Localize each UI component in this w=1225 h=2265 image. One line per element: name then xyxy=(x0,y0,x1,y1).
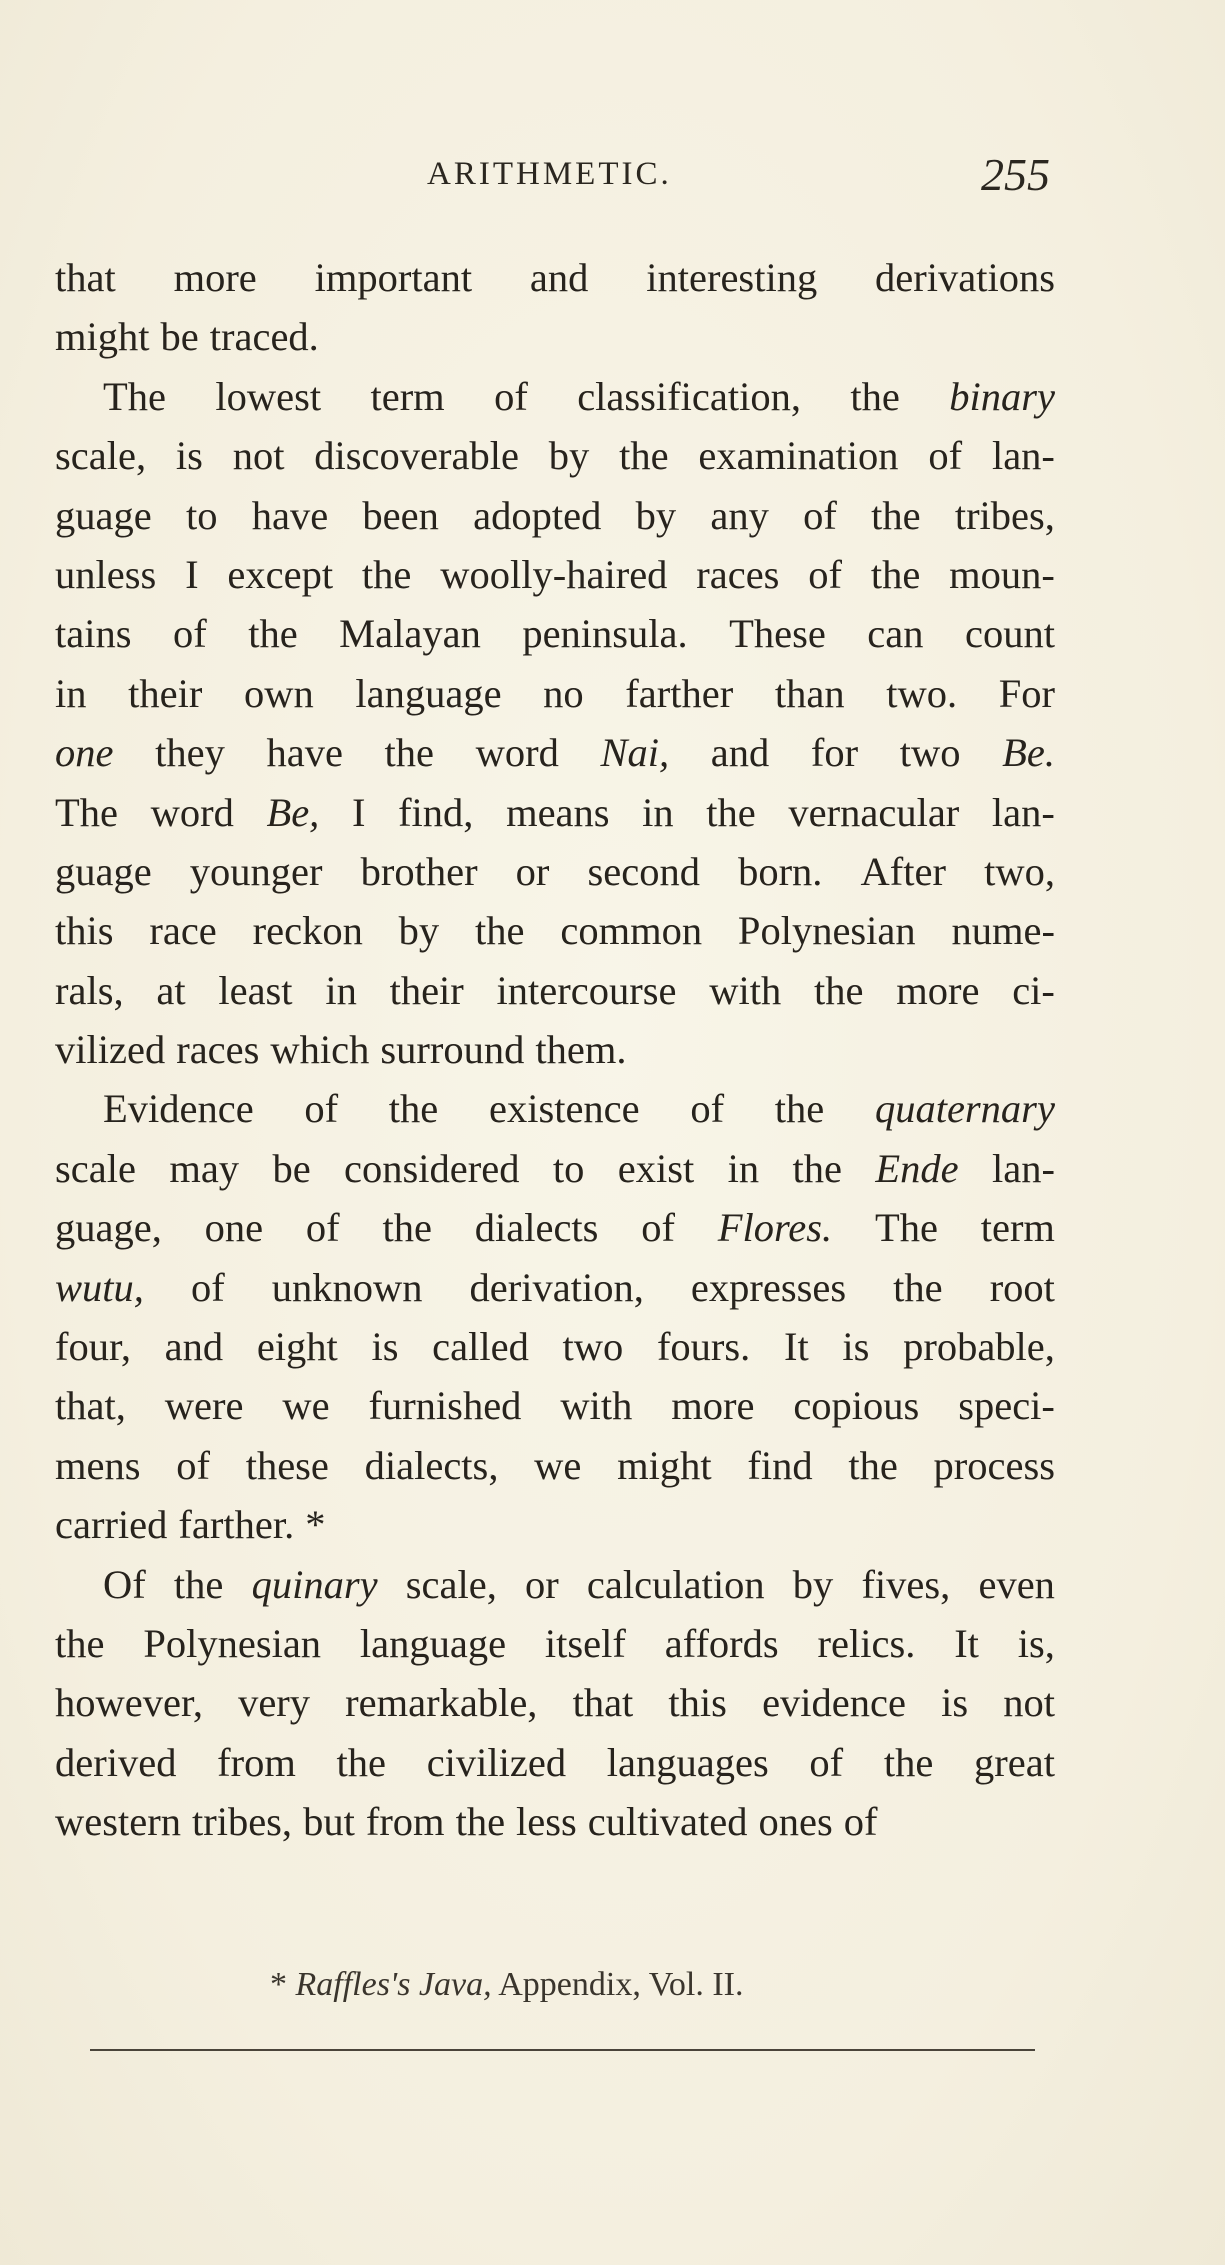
word: the xyxy=(384,730,435,776)
word: these xyxy=(245,1442,329,1488)
word: two xyxy=(899,730,961,776)
word: the xyxy=(248,611,298,657)
word: lan- xyxy=(991,789,1055,835)
text-line xyxy=(55,1198,1055,1257)
word: the xyxy=(388,1086,439,1132)
word: in xyxy=(727,1145,760,1191)
text-line xyxy=(55,1258,1055,1317)
word: that xyxy=(572,1680,634,1726)
running-header xyxy=(55,150,1050,200)
word: classification, xyxy=(577,373,801,419)
word: important xyxy=(314,255,473,300)
word: tribes, xyxy=(191,1799,293,1845)
word: tribes, xyxy=(954,492,1055,538)
word: any xyxy=(710,492,769,538)
word: but xyxy=(303,1799,355,1845)
text-line xyxy=(55,248,1055,307)
word: surround xyxy=(380,1027,525,1073)
word: by xyxy=(635,492,677,538)
word: the xyxy=(706,789,756,835)
word: brother xyxy=(360,848,478,894)
word: called xyxy=(432,1324,529,1370)
word: fives, xyxy=(861,1561,951,1607)
word: examination xyxy=(698,433,899,479)
word: have xyxy=(251,492,329,538)
word: from xyxy=(217,1739,296,1785)
word: unless xyxy=(55,551,157,597)
word: affords xyxy=(664,1620,779,1666)
word: is xyxy=(371,1324,399,1370)
text-line xyxy=(55,1139,1055,1198)
word: The xyxy=(874,1205,938,1251)
word: to xyxy=(552,1145,585,1191)
word: of xyxy=(803,492,837,538)
word: I xyxy=(351,789,366,835)
word: interesting xyxy=(646,255,818,300)
word: evidence xyxy=(762,1680,906,1726)
footnote-detail: Appendix, Vol. II. xyxy=(498,1966,744,2003)
word: scale, xyxy=(405,1561,497,1607)
word: Of xyxy=(103,1561,146,1607)
word: by xyxy=(792,1561,834,1607)
word: dialects xyxy=(474,1205,599,1251)
text-line xyxy=(55,1376,1055,1435)
word: two. xyxy=(886,670,958,716)
word: might xyxy=(617,1442,712,1488)
word: and xyxy=(710,730,770,776)
word: the xyxy=(774,1086,825,1132)
word: derivation, xyxy=(469,1264,644,1310)
word: rals, xyxy=(55,967,124,1013)
word: scale, xyxy=(55,433,147,479)
word: * xyxy=(305,1502,326,1548)
word: even xyxy=(978,1561,1055,1607)
word: eight xyxy=(256,1324,338,1370)
word: The xyxy=(55,789,118,835)
word: own xyxy=(243,670,314,716)
word: from xyxy=(365,1799,445,1845)
word: the xyxy=(455,1799,506,1845)
word: exist xyxy=(617,1145,695,1191)
word: the xyxy=(792,1145,842,1191)
footnote xyxy=(270,1966,744,2004)
word: the xyxy=(893,1264,943,1310)
word: of xyxy=(172,611,207,657)
text-line xyxy=(55,1555,1055,1614)
word: Be. xyxy=(1002,730,1055,776)
word: I xyxy=(185,551,199,597)
word: languages xyxy=(606,1739,769,1785)
word: dialects, xyxy=(364,1442,499,1488)
text-line xyxy=(55,1673,1055,1732)
word: and xyxy=(529,255,589,300)
text-line xyxy=(55,842,1055,901)
word: copious xyxy=(793,1383,920,1429)
word: the xyxy=(361,551,412,597)
text-line xyxy=(55,1317,1055,1376)
word: for xyxy=(810,730,859,776)
word: vilized xyxy=(55,1027,166,1073)
word: their xyxy=(128,670,203,716)
word: one xyxy=(55,730,114,776)
text-line xyxy=(55,426,1055,485)
paragraph xyxy=(55,367,1055,1080)
word: farther. xyxy=(178,1502,295,1548)
word: of xyxy=(494,373,528,419)
word: term xyxy=(370,373,445,419)
word: ones xyxy=(758,1799,833,1845)
word: be xyxy=(160,314,199,360)
word: mens xyxy=(55,1442,141,1488)
word: guage, xyxy=(55,1205,162,1251)
text-line xyxy=(55,1020,1055,1079)
word: Ende xyxy=(875,1145,959,1191)
text-line xyxy=(55,961,1055,1020)
word: the xyxy=(850,373,900,419)
text-line xyxy=(55,545,1055,604)
word: is, xyxy=(1017,1620,1055,1666)
footnote-source: Raffles's Java, xyxy=(295,1966,492,2003)
word: them. xyxy=(535,1027,627,1073)
word: scale xyxy=(55,1145,136,1191)
word: language xyxy=(359,1620,507,1666)
word: two xyxy=(562,1324,624,1370)
word: furnished xyxy=(368,1383,522,1429)
word: were xyxy=(164,1383,244,1429)
word: races xyxy=(696,551,780,597)
word: lan- xyxy=(991,1145,1055,1191)
word: race xyxy=(149,908,217,954)
word: find, xyxy=(398,789,474,835)
word: tains xyxy=(55,611,132,657)
word: of xyxy=(176,1442,210,1488)
word: guage xyxy=(55,492,152,538)
word: great xyxy=(974,1739,1055,1785)
word: expresses xyxy=(690,1264,847,1310)
word: of xyxy=(304,1086,339,1132)
text-line xyxy=(55,1495,1055,1554)
word: adopted xyxy=(473,492,602,538)
word: relics. xyxy=(817,1620,916,1666)
word: two, xyxy=(984,848,1055,894)
word: vernacular xyxy=(788,789,960,835)
word: probable, xyxy=(903,1324,1055,1370)
word: we xyxy=(534,1442,582,1488)
word: existence xyxy=(488,1086,640,1132)
word: intercourse xyxy=(496,967,677,1013)
word: this xyxy=(668,1680,727,1726)
word: Polynesian xyxy=(143,1620,322,1666)
word: carried xyxy=(55,1502,168,1548)
word: in xyxy=(325,967,357,1013)
paragraph xyxy=(55,248,1055,367)
word: common xyxy=(560,908,703,954)
word: the xyxy=(382,1205,432,1251)
text-line xyxy=(55,486,1055,545)
word: It xyxy=(783,1324,809,1370)
word: the xyxy=(813,967,864,1013)
word: in xyxy=(55,670,87,716)
word: is xyxy=(941,1680,969,1726)
word: the xyxy=(55,1620,105,1666)
word: Evidence xyxy=(103,1086,254,1132)
word: born. xyxy=(738,848,823,894)
word: process xyxy=(933,1442,1055,1488)
word: very xyxy=(238,1680,311,1726)
word: guage xyxy=(55,848,152,894)
word: the xyxy=(619,433,669,479)
word: quinary xyxy=(251,1561,378,1607)
word: less xyxy=(516,1799,577,1845)
text-line xyxy=(55,783,1055,842)
word: reckon xyxy=(252,908,363,954)
word: cultivated xyxy=(587,1799,748,1845)
word: races xyxy=(176,1027,260,1073)
word: binary xyxy=(949,373,1055,419)
word: more xyxy=(671,1383,755,1429)
word: have xyxy=(266,730,343,776)
word: with xyxy=(709,967,782,1013)
word: Nai, xyxy=(600,730,670,776)
word: at xyxy=(156,967,186,1013)
word: For xyxy=(998,670,1055,716)
word: civilized xyxy=(426,1739,567,1785)
text-line xyxy=(55,307,1055,366)
word: however, xyxy=(55,1680,203,1726)
word: four, xyxy=(55,1324,131,1370)
text-line xyxy=(55,1733,1055,1792)
footnote-marker: * xyxy=(270,1966,287,2003)
word: of xyxy=(843,1799,878,1845)
word: their xyxy=(389,967,464,1013)
text-line xyxy=(55,723,1055,782)
word: means xyxy=(506,789,610,835)
word: by xyxy=(548,433,590,479)
word: which xyxy=(270,1027,370,1073)
text-line xyxy=(55,367,1055,426)
text-line xyxy=(55,1614,1055,1673)
text-line xyxy=(55,901,1055,960)
word: term xyxy=(980,1205,1055,1251)
word: of xyxy=(808,551,843,597)
word: that, xyxy=(55,1383,126,1429)
running-title: ARITHMETIC. xyxy=(427,156,672,192)
word: and xyxy=(164,1324,224,1370)
word: These xyxy=(729,611,826,657)
word: Malayan xyxy=(339,611,481,657)
word: farther xyxy=(625,670,734,716)
word: Flores. xyxy=(717,1205,833,1251)
word: or xyxy=(515,848,550,894)
page-number: 255 xyxy=(981,149,1050,200)
word: may xyxy=(169,1145,240,1191)
word: least xyxy=(218,967,293,1013)
word: they xyxy=(155,730,225,776)
word: quaternary xyxy=(874,1086,1055,1132)
word: of xyxy=(190,1264,225,1310)
word: second xyxy=(587,848,700,894)
word: wutu, xyxy=(55,1264,144,1310)
word: the xyxy=(848,1442,898,1488)
paragraph xyxy=(55,1079,1055,1554)
word: word xyxy=(475,730,559,776)
word: been xyxy=(362,492,439,538)
word: not xyxy=(1003,1680,1055,1726)
word: remarkable, xyxy=(345,1680,538,1726)
word: Polynesian xyxy=(737,908,916,954)
word: more xyxy=(173,255,257,300)
word: the xyxy=(336,1739,387,1785)
word: count xyxy=(964,611,1055,657)
word: can xyxy=(867,611,924,657)
word: traced. xyxy=(209,314,319,360)
word: of xyxy=(809,1739,844,1785)
word: except xyxy=(227,551,334,597)
text-line xyxy=(55,604,1055,663)
word: derivations xyxy=(875,255,1055,300)
word: by xyxy=(398,908,440,954)
word: is xyxy=(175,433,203,479)
word: or xyxy=(525,1561,559,1607)
word: discoverable xyxy=(314,433,519,479)
word: itself xyxy=(544,1620,626,1666)
word: root xyxy=(989,1264,1055,1310)
paragraph xyxy=(55,1555,1055,1852)
word: is xyxy=(842,1324,870,1370)
word: considered xyxy=(344,1145,520,1191)
word: the xyxy=(883,1739,934,1785)
word: woolly-haired xyxy=(440,551,668,597)
text-line xyxy=(55,1436,1055,1495)
word: no xyxy=(543,670,584,716)
word: After xyxy=(860,848,946,894)
word: unknown xyxy=(271,1264,423,1310)
word: the xyxy=(173,1561,224,1607)
word: peninsula. xyxy=(522,611,688,657)
word: language xyxy=(355,670,502,716)
word: younger xyxy=(189,848,323,894)
word: the xyxy=(475,908,525,954)
word: calculation xyxy=(586,1561,765,1607)
word: of xyxy=(928,433,963,479)
word: western xyxy=(55,1799,181,1845)
word: might xyxy=(55,314,150,360)
text-line xyxy=(55,1792,1055,1851)
word: with xyxy=(560,1383,633,1429)
word: to xyxy=(185,492,218,538)
word: be xyxy=(272,1145,311,1191)
word: of xyxy=(305,1205,340,1251)
text-line xyxy=(55,664,1055,723)
word: lan- xyxy=(991,433,1055,479)
word: find xyxy=(747,1442,813,1488)
word: moun- xyxy=(949,551,1055,597)
word: one xyxy=(204,1205,264,1251)
word: the xyxy=(871,492,921,538)
word: in xyxy=(642,789,674,835)
word: of xyxy=(641,1205,675,1251)
word: word xyxy=(150,789,234,835)
footnote-rule xyxy=(90,2049,1035,2051)
word: speci- xyxy=(958,1383,1055,1429)
word: nume- xyxy=(951,908,1055,954)
body-text xyxy=(55,248,1055,1852)
word: It xyxy=(954,1620,979,1666)
word: ci- xyxy=(1012,967,1055,1013)
word: the xyxy=(870,551,921,597)
word: that xyxy=(55,255,116,300)
word: fours. xyxy=(656,1324,751,1370)
word: derived xyxy=(55,1739,177,1785)
word: The xyxy=(103,373,166,419)
word: we xyxy=(282,1383,330,1429)
word: than xyxy=(774,670,845,716)
word: not xyxy=(232,433,285,479)
word: Be, xyxy=(266,789,320,835)
word: of xyxy=(690,1086,725,1132)
word: more xyxy=(896,967,980,1013)
text-line xyxy=(55,1079,1055,1138)
word: lowest xyxy=(215,373,322,419)
word: this xyxy=(55,908,114,954)
